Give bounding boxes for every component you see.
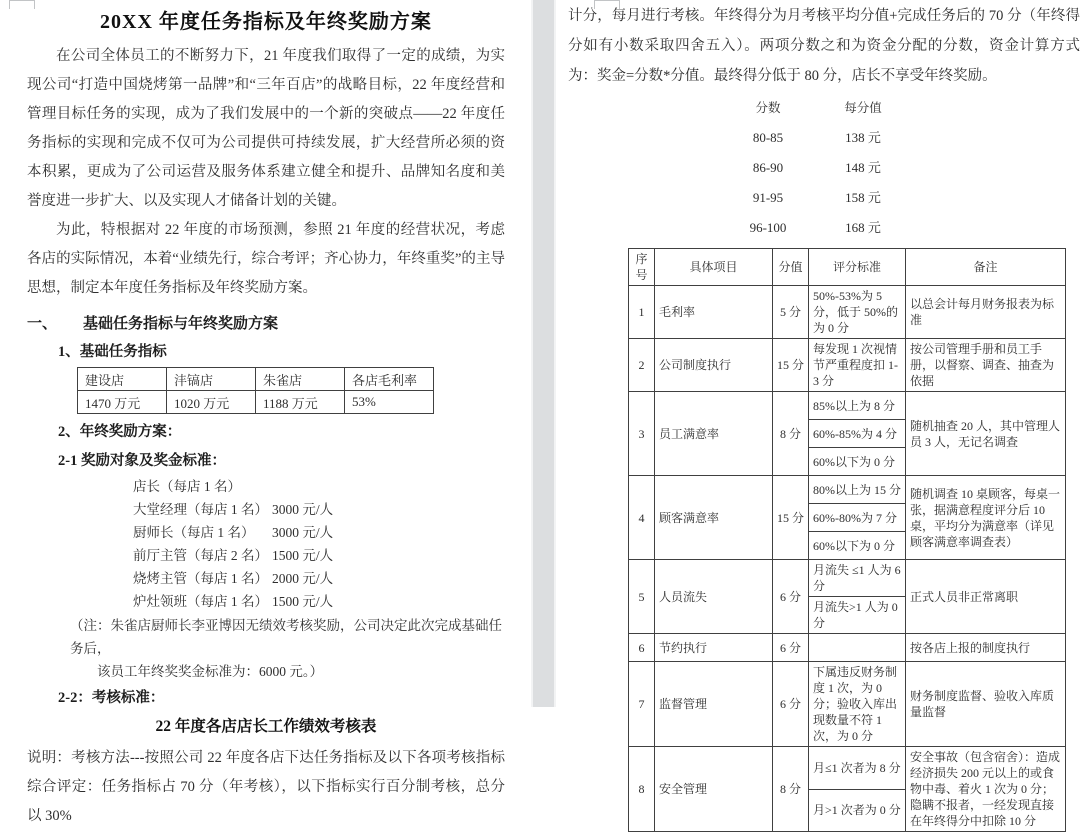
subsection-2-1-heading: 2-1 奖励对象及奖金标准： xyxy=(58,453,226,469)
row-number-cell: 1 xyxy=(629,286,655,339)
page-corner-mark xyxy=(9,0,35,9)
store-table-value-cell: 53% xyxy=(345,391,434,414)
bonus-role: 炉灶领班（每店 1 名） xyxy=(133,594,268,609)
score-cell: 15 分 xyxy=(773,476,809,560)
row-number-cell: 3 xyxy=(629,392,655,476)
assessment-table-row xyxy=(629,662,1066,747)
store-targets-table xyxy=(77,367,434,414)
criteria-cell: 每发现 1 次视情节严重程度扣 1-3 分 xyxy=(809,339,906,392)
bonus-list-item xyxy=(133,590,505,613)
criteria-cell: 月>1 次者为 0 分 xyxy=(809,789,906,832)
page-1[interactable] xyxy=(0,0,531,824)
intro-paragraph-2: 为此，特根据对 22 年度的市场预测，参照 21 年度的经营状况，考虑各店的实际情况，本着“业绩先行，综合考评；齐心协力，年终重奖”的主导思想，制定本年度任务指标及年终奖励方案。 xyxy=(27,222,505,296)
section-1-heading xyxy=(27,312,505,336)
criteria-cell: 60%以下为 0 分 xyxy=(809,448,906,476)
criteria-cell: 60%以下为 0 分 xyxy=(809,532,906,560)
score-value-cell: 148 元 xyxy=(845,160,881,175)
criteria-cell: 下属违反财务制度 1 次，为 0 分；验收入库出现数量不符 1 次，为 0 分 xyxy=(809,662,906,747)
criteria-cell xyxy=(809,634,906,662)
score-cell: 6 分 xyxy=(773,662,809,747)
score-cell: 5 分 xyxy=(773,286,809,339)
bonus-amount: 1500 元/人 xyxy=(272,548,334,563)
criteria-cell: 85%以上为 8 分 xyxy=(809,392,906,420)
score-table-header-row xyxy=(728,93,1080,123)
item-cell: 安全管理 xyxy=(655,747,773,832)
score-value-cell: 138 元 xyxy=(845,130,881,145)
score-value-cell: 168 元 xyxy=(845,220,881,235)
store-table-header-cell: 朱雀店 xyxy=(256,368,345,391)
store-table-value-row xyxy=(78,391,434,414)
store-table-value-cell: 1188 万元 xyxy=(256,391,345,414)
assessment-table-header-cell: 序号 xyxy=(629,249,655,286)
score-cell: 8 分 xyxy=(773,747,809,832)
bonus-role: 大堂经理（每店 1 名） xyxy=(133,502,268,517)
score-table-row xyxy=(728,153,1080,183)
bonus-role: 烧烤主管（每店 1 名） xyxy=(133,571,268,586)
assessment-table-header-cell: 分值 xyxy=(773,249,809,286)
assessment-table-row xyxy=(629,747,1066,790)
bonus-role: 店长（每店 1 名） xyxy=(133,479,241,494)
score-table-header-cell: 每分值 xyxy=(844,101,882,115)
note-block xyxy=(70,614,505,683)
item-cell: 节约执行 xyxy=(655,634,773,662)
store-table-header-cell: 建设店 xyxy=(78,368,167,391)
score-range-cell: 86-90 xyxy=(752,160,784,175)
criteria-cell: 60%-80%为 7 分 xyxy=(809,504,906,532)
bonus-role: 前厅主管（每店 2 名） xyxy=(133,548,268,563)
score-table-row xyxy=(728,183,1080,213)
assessment-table-header-cell: 备注 xyxy=(906,249,1066,286)
note-cell: 按公司管理手册和员工手册，以督察、调查、抽查为依据 xyxy=(906,339,1066,392)
row-number-cell: 4 xyxy=(629,476,655,560)
bonus-list-item xyxy=(133,521,505,544)
appraisal-description: 说明：考核方法---按照公司 22 年度各店下达任务指标及以下各项考核指标综合评定：任务指标占 70 分（年考核），以下指标实行百分制考核，总分以 30% xyxy=(27,750,505,824)
item-cell: 公司制度执行 xyxy=(655,339,773,392)
score-table-row xyxy=(728,213,1080,243)
item-cell: 毛利率 xyxy=(655,286,773,339)
score-value-table xyxy=(728,93,1080,243)
bonus-role: 厨师长（每店 1 名） xyxy=(133,525,255,540)
note-cell: 财务制度监督、验收入库质量监督 xyxy=(906,662,1066,747)
criteria-cell: 月流失 ≤1 人为 6 分 xyxy=(809,560,906,597)
criteria-cell: 月流失>1 人为 0 分 xyxy=(809,597,906,634)
appraisal-table-title: 22 年度各店店长工作绩效考核表 xyxy=(155,718,377,735)
bonus-amount: 2000 元/人 xyxy=(272,571,334,586)
note-line-2: 该员工年终奖奖金标准为：6000 元。） xyxy=(97,664,324,679)
criteria-cell: 80%以上为 15 分 xyxy=(809,476,906,504)
subsection-2-heading: 2、年终奖励方案： xyxy=(58,424,182,440)
score-value-cell: 158 元 xyxy=(845,190,881,205)
store-table-value-cell: 1020 万元 xyxy=(167,391,256,414)
assessment-table-row xyxy=(629,560,1066,597)
criteria-cell: 月≤1 次者为 8 分 xyxy=(809,747,906,790)
criteria-cell: 50%-53%为 5 分，低于 50%的为 0 分 xyxy=(809,286,906,339)
row-number-cell: 5 xyxy=(629,560,655,634)
bonus-amount: 3000 元/人 xyxy=(272,502,334,517)
section-1-number: 一、 xyxy=(27,316,58,332)
assessment-table-row xyxy=(629,476,1066,504)
intro-paragraph-1: 在公司全体员工的不断努力下，21 年度我们取得了一定的成绩，为实现公司“打造中国烧烤第一品牌”和“三年百店”的战略目标，22 年度经营和管理目标任务的实现，成为了我们发展中的一个新的突破点——22 年度任务指标的实现和完成不仅可为公司提供可持续发展，扩大经营所必须的资本积累，更成为了公司运营及服务体系建立健全和提升、品牌知名度和美誉度进一步扩大、以及实现人才储备计划的关键。 xyxy=(27,48,505,209)
bonus-standards-list xyxy=(133,475,505,613)
score-table-row xyxy=(728,123,1080,153)
score-cell: 8 分 xyxy=(773,392,809,476)
item-cell: 顾客满意率 xyxy=(655,476,773,560)
note-cell: 安全事故（包含宿舍）：造成经济损失 200 元以上的或食物中毒、着火 1 次为 0 分；隐瞒不报者，一经发现直接在年终得分中扣除 10 分 xyxy=(906,747,1066,832)
bonus-list-item xyxy=(133,475,505,498)
assessment-table-row xyxy=(629,339,1066,392)
note-cell: 按各店上报的制度执行 xyxy=(906,634,1066,662)
assessment-table-header-cell: 评分标准 xyxy=(809,249,906,286)
item-cell: 员工满意率 xyxy=(655,392,773,476)
note-line-1: （注：朱雀店厨师长李亚博因无绩效考核奖励，公司决定此次完成基础任务后， xyxy=(70,618,502,656)
assessment-table-row xyxy=(629,286,1066,339)
criteria-cell: 60%-85%为 4 分 xyxy=(809,420,906,448)
score-cell: 15 分 xyxy=(773,339,809,392)
note-cell: 正式人员非正常离职 xyxy=(906,560,1066,634)
note-cell: 以总会计每月财务报表为标准 xyxy=(906,286,1066,339)
bonus-amount: 1500 元/人 xyxy=(272,594,334,609)
assessment-table-header-cell: 具体项目 xyxy=(655,249,773,286)
bonus-list-item xyxy=(133,567,505,590)
row-number-cell: 2 xyxy=(629,339,655,392)
store-table-value-cell: 1470 万元 xyxy=(78,391,167,414)
note-cell: 随机抽查 20 人，其中管理人员 3 人，无记名调查 xyxy=(906,392,1066,476)
bonus-amount: 3000 元/人 xyxy=(272,525,334,540)
scoring-paragraph: 计分，每月进行考核。年终得分为月考核平均分值+完成任务后的 70 分（年终得分如有小数采取四舍五入）。两项分数之和为资金分配的分数，资金计算方式为：奖金=分数*分值。最终得分低于 80 分，店长不享受年终奖励。 xyxy=(568,8,1080,84)
store-table-header-row xyxy=(78,368,434,391)
subsection-1-heading: 1、基础任务指标 xyxy=(58,344,167,360)
section-1-title: 基础任务指标与年终奖励方案 xyxy=(83,316,279,332)
bonus-list-item xyxy=(133,498,505,521)
bonus-amount xyxy=(272,475,505,498)
page-corner-mark xyxy=(594,0,620,9)
row-number-cell: 8 xyxy=(629,747,655,832)
assessment-table-row xyxy=(629,392,1066,420)
row-number-cell: 6 xyxy=(629,634,655,662)
score-range-cell: 80-85 xyxy=(752,130,784,145)
page-divider xyxy=(531,0,556,707)
assessment-table-header-row xyxy=(629,249,1066,286)
subsection-2-2-heading: 2-2：考核标准： xyxy=(58,690,165,706)
bonus-list-item xyxy=(133,544,505,567)
item-cell: 人员流失 xyxy=(655,560,773,634)
assessment-table xyxy=(628,248,1066,832)
score-cell: 6 分 xyxy=(773,560,809,634)
score-range-cell: 91-95 xyxy=(752,190,784,205)
store-table-header-cell: 沣镐店 xyxy=(167,368,256,391)
score-range-cell: 96-100 xyxy=(749,220,787,235)
note-cell: 随机调查 10 桌顾客，每桌一张，据满意程度评分后 10 桌，平均分为满意率（详见顾客满意率调查表） xyxy=(906,476,1066,560)
document-title: 20XX 年度任务指标及年终奖励方案 xyxy=(100,11,432,33)
item-cell: 监督管理 xyxy=(655,662,773,747)
row-number-cell: 7 xyxy=(629,662,655,747)
store-table-header-cell: 各店毛利率 xyxy=(345,368,434,391)
score-table-header-cell: 分数 xyxy=(755,101,781,115)
score-cell: 6 分 xyxy=(773,634,809,662)
assessment-table-row xyxy=(629,634,1066,662)
page-2[interactable] xyxy=(556,0,1080,828)
